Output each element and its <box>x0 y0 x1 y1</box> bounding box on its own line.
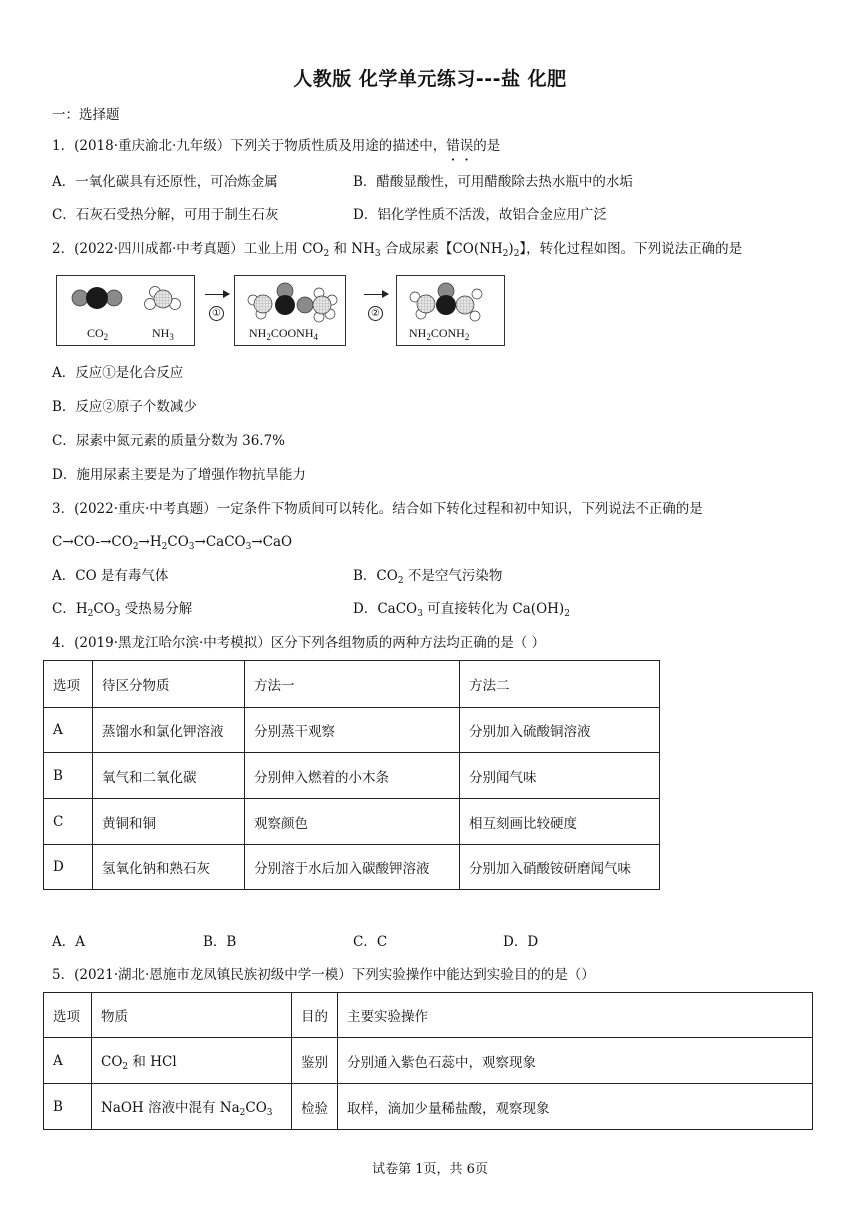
table-cell: 观察颜色 <box>245 799 460 845</box>
table-header-cell: 方法二 <box>460 661 660 708</box>
step-1-marker: ① <box>209 306 224 321</box>
table-cell: 检验 <box>292 1084 338 1130</box>
table-cell: A <box>44 708 93 753</box>
question-1-stem: 1．(2018·重庆渝北·九年级）下列关于物质性质及用途的描述中，错误的是 <box>52 138 501 154</box>
label-nh2conh2: $NH_2CONH_2$ <box>409 326 470 342</box>
section-heading: 一：选择题 <box>52 107 120 123</box>
table-cell: 分别蒸干观察 <box>245 708 460 753</box>
table-cell: A <box>44 1038 92 1084</box>
q4-table <box>43 660 660 890</box>
question-5-stem: 5．(2021·湖北·恩施市龙凤镇民族初级中学一模）下列实验操作中能达到实验目的的是（） <box>52 967 595 983</box>
reactants-box <box>56 275 195 346</box>
table-cell: B <box>44 1084 92 1130</box>
table-cell: $CO_2$ 和 HCl <box>92 1038 292 1084</box>
table-cell: NaOH 溶液中混有 $Na_2CO_3$ <box>92 1084 292 1130</box>
table-cell: 蒸馏水和氯化钾溶液 <box>93 708 245 753</box>
q4-option-c: C．C <box>353 934 388 950</box>
table-cell: 氧气和二氧化碳 <box>93 753 245 799</box>
table-cell: 氢氧化钠和熟石灰 <box>93 845 245 890</box>
question-4-stem: 4．(2019·黑龙江哈尔滨·中考模拟）区分下列各组物质的两种方法均正确的是（ ） <box>52 635 546 651</box>
q3-option-a: A．CO 是有毒气体 <box>52 568 169 584</box>
q2-option-a: A．反应①是化合反应 <box>52 365 184 381</box>
table-header-row <box>44 993 813 1038</box>
question-2-stem: 2．(2022·四川成都·中考真题）工业上用 $CO_2$ 和 $NH_3$ 合成尿素【$CO(NH_2)_2$】，转化过程如图。下列说法正确的是 <box>52 241 743 259</box>
table-header-row <box>44 661 660 708</box>
table-header-cell: 选项 <box>44 993 92 1038</box>
q3-option-c: C．$H_2CO_3$ 受热易分解 <box>52 601 193 619</box>
label-nh3: $NH_3$ <box>152 326 174 342</box>
q4-option-b: B．B <box>203 934 237 950</box>
q3-option-b: B．$CO_2$ 不是空气污染物 <box>353 568 503 586</box>
label-co2: $CO_2$ <box>87 326 109 342</box>
q4-option-d: D．D <box>503 934 539 950</box>
intermediate-box <box>234 275 346 346</box>
table-cell: 鉴别 <box>292 1038 338 1084</box>
q1-option-b: B．醋酸显酸性，可用醋酸除去热水瓶中的水垢 <box>353 174 633 190</box>
table-header-cell: 方法一 <box>245 661 460 708</box>
table-row <box>44 708 660 753</box>
table-cell: D <box>44 845 93 890</box>
table-cell: 分别闻气味 <box>460 753 660 799</box>
table-header-cell: 物质 <box>92 993 292 1038</box>
table-header-cell: 待区分物质 <box>93 661 245 708</box>
product-box <box>396 275 505 346</box>
q1-option-d: D．铝化学性质不活泼，故铝合金应用广泛 <box>353 207 607 223</box>
q5-table <box>43 992 813 1130</box>
table-header-cell: 目的 <box>292 993 338 1038</box>
table-cell: 相互刻画比较硬度 <box>460 799 660 845</box>
q2-option-c: C．尿素中氮元素的质量分数为 36.7% <box>52 433 286 449</box>
table-cell: C <box>44 799 93 845</box>
page-title: 人教版 化学单元练习---盐 化肥 <box>293 68 567 90</box>
table-row <box>44 1038 813 1084</box>
q1-option-a: A．一氧化碳具有还原性，可冶炼金属 <box>52 174 278 190</box>
co2-nh3-molecules <box>57 276 196 347</box>
table-row <box>44 799 660 845</box>
q3-option-d: D．CaCO$_3$ 可直接转化为 $Ca(OH)_2$ <box>353 601 570 619</box>
table-cell: B <box>44 753 93 799</box>
emphasis-mark: 误 <box>459 138 474 154</box>
table-cell: 分别加入硫酸铜溶液 <box>460 708 660 753</box>
table-cell: 分别伸入燃着的小木条 <box>245 753 460 799</box>
table-row <box>44 1084 813 1130</box>
q4-option-a: A．A <box>52 934 85 950</box>
conversion-chain: $C\to CO-\to CO_2\to H_2CO_3\to CaCO_3\to CaO$ <box>52 534 293 552</box>
table-cell: 黄铜和铜 <box>93 799 245 845</box>
label-nh2coonh4: $NH_2COONH_4$ <box>249 326 319 342</box>
table-row <box>44 753 660 799</box>
table-cell: 取样，滴加少量稀盐酸，观察现象 <box>338 1084 813 1130</box>
q1-option-c: C．石灰石受热分解，可用于制生石灰 <box>52 207 279 223</box>
table-header-cell: 选项 <box>44 661 93 708</box>
arrow-step-2 <box>364 294 388 295</box>
table-cell: 分别通入紫色石蕊中，观察现象 <box>338 1038 813 1084</box>
step-2-marker: ② <box>368 306 383 321</box>
table-cell: 分别溶于水后加入碳酸钾溶液 <box>245 845 460 890</box>
arrow-step-1 <box>205 294 229 295</box>
table-cell: 分别加入硝酸铵研磨闻气味 <box>460 845 660 890</box>
emphasis-mark: 错 <box>446 138 460 154</box>
question-3-stem: 3．(2022·重庆·中考真题）一定条件下物质间可以转化。结合如下转化过程和初中知识，下列说法不正确的是 <box>52 501 703 517</box>
q2-option-b: B．反应②原子个数减少 <box>52 399 197 415</box>
table-header-cell: 主要实验操作 <box>338 993 813 1038</box>
q2-option-d: D．施用尿素主要是为了增强作物抗旱能力 <box>52 467 306 483</box>
page-footer: 试卷第 1页，共 6页 <box>372 1162 488 1177</box>
table-row <box>44 845 660 890</box>
